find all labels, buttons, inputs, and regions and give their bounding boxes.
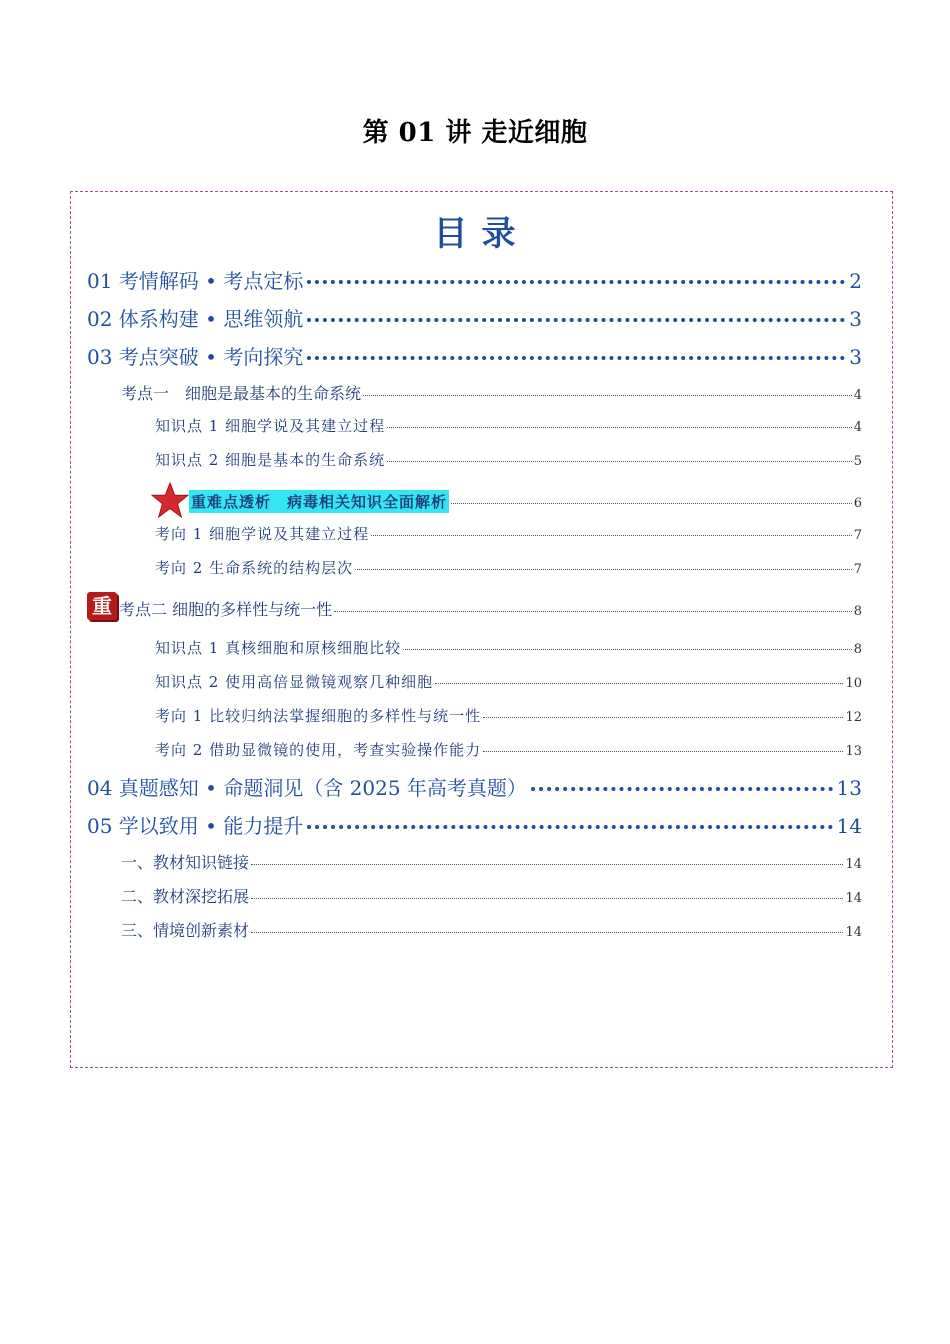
toc-leader-dots	[251, 864, 843, 865]
toc-entry-kaoxiang-1[interactable]	[155, 523, 862, 544]
toc-entry-05-3[interactable]	[121, 918, 862, 941]
toc-leader-dots	[363, 395, 852, 396]
toc-page-number: 2	[849, 269, 862, 293]
red-star-icon	[151, 482, 189, 518]
toc-leader-dots	[483, 751, 843, 752]
toc-entry-label: 重难点透析 病毒相关知识全面解析	[189, 490, 449, 513]
toc-page-number: 4	[853, 388, 862, 403]
toc-entry-kaoxiang-4[interactable]	[155, 739, 862, 760]
toc-page-number: 13	[836, 776, 862, 800]
toc-entry-kaodian-2[interactable]	[119, 597, 862, 620]
toc-page-number: 5	[853, 454, 862, 469]
toc-leader-dots	[307, 280, 845, 284]
zhong-badge-icon: 重	[87, 592, 117, 620]
toc-entry-zhishidian-3[interactable]	[155, 637, 862, 658]
toc-entry-label: 05 学以致用 • 能力提升	[87, 814, 304, 838]
toc-page-number: 14	[845, 857, 862, 872]
toc-entry-label: 一、教材知识链接	[121, 853, 250, 872]
toc-page-number: 3	[849, 345, 862, 369]
toc-leader-dots	[387, 461, 852, 462]
toc-page-number: 14	[845, 891, 862, 906]
toc-leader-dots	[251, 932, 843, 933]
toc-leader-dots	[307, 825, 832, 829]
toc-entry-kaodian-1[interactable]	[121, 381, 862, 404]
toc-entry-04[interactable]	[87, 772, 862, 802]
toc-page-number: 10	[845, 676, 862, 691]
toc-leader-dots	[451, 503, 852, 504]
toc-entry-label: 知识点 2 细胞是基本的生命系统	[155, 451, 386, 469]
toc-leader-dots	[403, 649, 852, 650]
toc-leader-dots	[371, 535, 852, 536]
page-title: 第 01 讲 走近细胞	[362, 118, 588, 148]
toc-entry-label: 考向 2 借助显微镜的使用，考查实验操作能力	[155, 741, 482, 759]
toc-entry-label: 考点二 细胞的多样性与统一性	[119, 600, 333, 619]
toc-entry-03[interactable]	[87, 341, 862, 371]
toc-entry-kaoxiang-2[interactable]	[155, 557, 862, 578]
toc-entry-01[interactable]	[87, 265, 862, 295]
toc-entry-label: 知识点 1 细胞学说及其建立过程	[155, 417, 386, 435]
toc-entry-label: 考向 1 细胞学说及其建立过程	[155, 525, 370, 543]
toc-heading: 目录	[433, 214, 530, 254]
toc-page-number: 12	[845, 710, 862, 725]
toc-page-number: 7	[853, 528, 862, 543]
toc-page-number: 7	[853, 562, 862, 577]
toc-entry-label: 04 真题感知 • 命题洞见（含 2025 年高考真题）	[87, 776, 527, 800]
toc-frame	[70, 191, 893, 1068]
toc-entry-05-2[interactable]	[121, 884, 862, 907]
toc-page-number: 8	[853, 604, 862, 619]
toc-entry-label: 02 体系构建 • 思维领航	[87, 307, 304, 331]
toc-leader-dots	[251, 898, 843, 899]
toc-leader-dots	[387, 427, 852, 428]
toc-entry-label: 01 考情解码 • 考点定标	[87, 269, 304, 293]
toc-entry-02[interactable]	[87, 303, 862, 333]
toc-page-number: 4	[853, 420, 862, 435]
toc-entry-zhishidian-4[interactable]	[155, 671, 862, 692]
toc-entry-label: 考点一 细胞是最基本的生命系统	[121, 384, 362, 403]
toc-leader-dots	[334, 611, 852, 612]
toc-page-number: 8	[853, 642, 862, 657]
toc-page-number: 14	[836, 814, 862, 838]
toc-entry-05[interactable]	[87, 810, 862, 840]
toc-leader-dots	[483, 717, 843, 718]
toc-leader-dots	[531, 787, 833, 791]
toc-entry-label: 考向 2 生命系统的结构层次	[155, 559, 354, 577]
toc-entry-label: 知识点 2 使用高倍显微镜观察几种细胞	[155, 673, 434, 691]
toc-entry-05-1[interactable]	[121, 850, 862, 873]
toc-leader-dots	[435, 683, 843, 684]
toc-entry-label: 考向 1 比较归纳法掌握细胞的多样性与统一性	[155, 707, 482, 725]
toc-entry-label: 03 考点突破 • 考向探究	[87, 345, 304, 369]
toc-leader-dots	[307, 356, 845, 360]
toc-entry-zhishidian-1[interactable]	[155, 415, 862, 436]
toc-page-number: 14	[845, 925, 862, 940]
toc-entry-label: 知识点 1 真核细胞和原核细胞比较	[155, 639, 402, 657]
toc-leader-dots	[307, 318, 845, 322]
toc-page-number: 6	[853, 496, 862, 511]
toc-entry-label: 三、情境创新素材	[121, 921, 250, 940]
toc-entry-zhongnandian[interactable]	[189, 490, 862, 513]
toc-entry-zhishidian-2[interactable]	[155, 449, 862, 470]
toc-leader-dots	[355, 569, 852, 570]
toc-entry-kaoxiang-3[interactable]	[155, 705, 862, 726]
toc-page-number: 13	[845, 744, 862, 759]
toc-page-number: 3	[849, 307, 862, 331]
toc-entry-label: 二、教材深挖拓展	[121, 887, 250, 906]
